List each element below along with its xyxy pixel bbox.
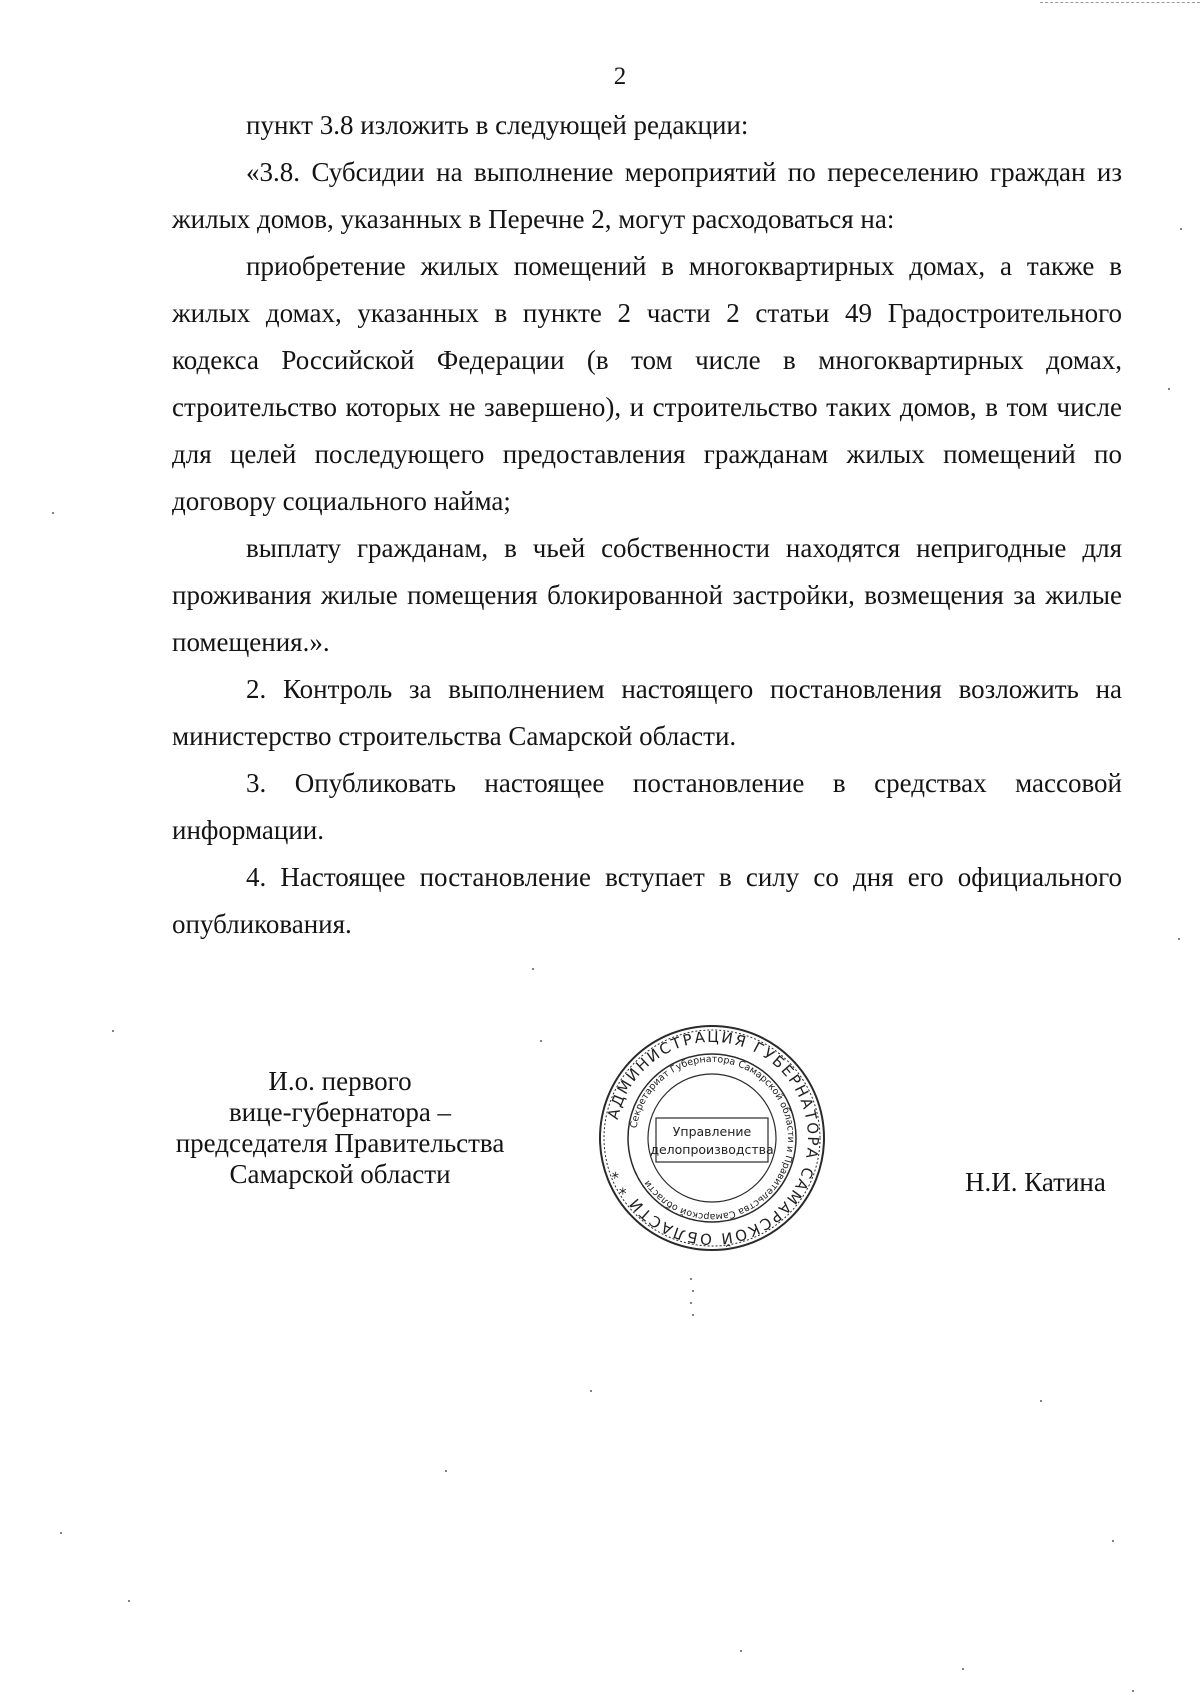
scan-speck (128, 1600, 130, 1602)
signatory-title-line: И.о. первого (268, 1066, 412, 1096)
scan-speck (532, 968, 534, 970)
stamp-graphic (596, 1022, 828, 1254)
paragraph-amendment-intro: пункт 3.8 изложить в следующей редакции: (246, 110, 749, 140)
signatory-title-line: председателя Правительства (175, 1128, 505, 1158)
scan-speck (540, 1040, 542, 1042)
stamp-outer-ring-text: АДМИНИСТРАЦИЯ ГУБЕРНАТОРА САМАРСКОЙ ОБЛАСТИ * * (603, 1027, 823, 1249)
scan-speck (1132, 1690, 1134, 1692)
scan-speck (60, 1532, 62, 1534)
scan-speck (1040, 1400, 1042, 1402)
paragraph-effective: 4. Настоящее постановление вступает в силу со дня его официального опубликования. (172, 862, 1122, 939)
scan-speck (690, 1302, 692, 1304)
stamp-inner-ring-text: Секретариат Губернатора Самарской области и Правительства Самарской области (628, 1053, 797, 1223)
stamp-center-line-2: делопроизводства (650, 1142, 774, 1157)
paragraph-control: 2. Контроль за выполнением настоящего постановления возложить на министерство строительства Самарской области. (172, 674, 1122, 751)
paragraph-compensation: выплату гражданам, в чьей собственности находятся непригодные для проживания жилые помещения блокированной застройки, возмещения за жилые помещения.». (172, 533, 1122, 657)
official-stamp (596, 1022, 828, 1254)
scan-speck (1178, 938, 1180, 940)
page-number: 2 (613, 63, 627, 90)
scan-speck (52, 512, 54, 514)
signatory-name: Н.И. Катина (965, 1167, 1106, 1197)
scan-speck (962, 1668, 964, 1670)
scan-speck (445, 1470, 447, 1472)
top-edge-rule (1040, 2, 1200, 3)
stamp-center-line-1: Управление (672, 1124, 752, 1139)
signatory-title-line: вице-губернатора – (228, 1097, 452, 1127)
paragraph-acquisition: приобретение жилых помещений в многоквартирных домах, а также в жилых домах, указанных в пункте 2 части 2 статьи 49 Градостроительного кодекса Российской Федерации (в том числе в многоквартирных домах, строительство которых не завершено), и строительство таких домов, в том числе для целей последующего предоставления гражданам жилых помещений по договору социального найма; (172, 251, 1122, 516)
scan-speck (692, 1314, 694, 1316)
scan-speck (740, 1650, 742, 1652)
document-body (172, 102, 1122, 948)
paragraph-subsidies: «3.8. Субсидии на выполнение мероприятий по переселению граждан из жилых домов, указанных в Перечне 2, могут расходоваться на: (172, 157, 1122, 234)
scan-speck (692, 1290, 694, 1292)
scan-speck (1168, 388, 1170, 390)
scan-speck (1112, 1540, 1114, 1542)
signatory-title-line: Самарской области (229, 1159, 451, 1189)
scan-speck (112, 1030, 114, 1032)
paragraph-publish: 3. Опубликовать настоящее постановление в средствах массовой информации. (172, 768, 1122, 845)
scan-speck (1180, 228, 1182, 230)
scan-speck (690, 1278, 692, 1280)
scan-speck (590, 1390, 592, 1392)
signatory-title (165, 1066, 515, 1190)
